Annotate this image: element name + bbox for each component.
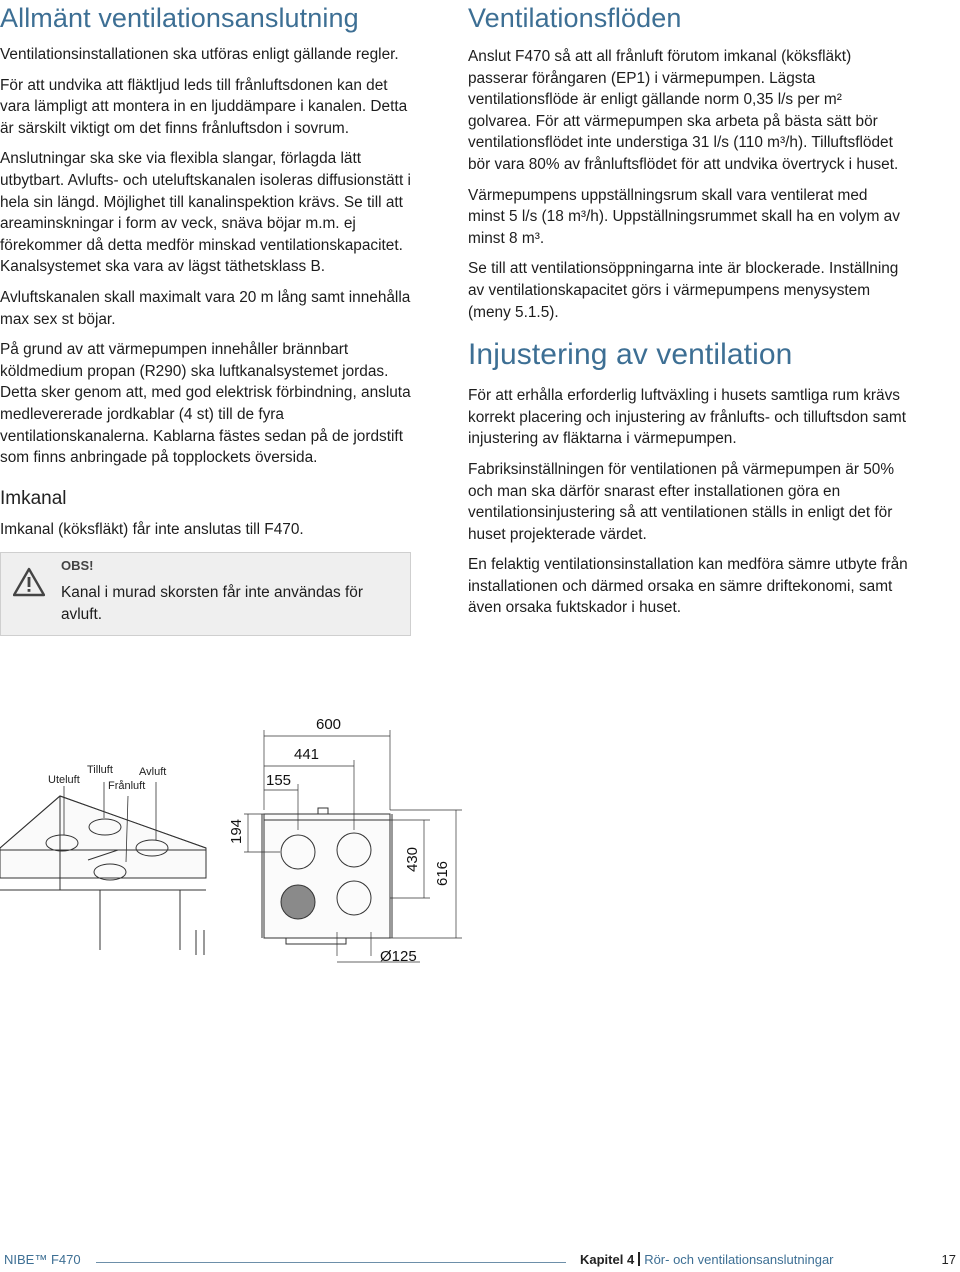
unit-drawing [0, 700, 960, 990]
paragraph: Anslut F470 så att all frånluft förutom imkanal (köksfläkt) passerar förångaren (EP1) i värmepumpen. Lägsta ventilationsflöde är enligt gällande norm 0,35 l/s per m² golvarea. För att värmepumpen ska arbeta på bästa sätt bör ventilationsflödet inte understiga 31 l/s (110 m³/h). Tilluftsflödet bör vara 80% av frånluftsflödet för att undvika övertryck i huset. [468, 48, 899, 173]
page-footer [0, 1248, 960, 1272]
section-title-ventilation-flows: Ventilationsflöden [468, 3, 682, 33]
dimension-155: 155 [266, 772, 292, 789]
dimension-diameter-125: Ø125 [380, 948, 417, 965]
footer-divider [96, 1262, 566, 1263]
dimension-600: 600 [316, 716, 342, 733]
obs-notice-box [0, 552, 411, 636]
unit-perspective [0, 796, 206, 955]
paragraph: Se till att ventilationsöppningarna inte är blockerade. Inställning av ventilationskapacitet görs i värmepumpens menysystem (meny 5.1.5). [468, 260, 899, 321]
paragraph: Fabriksinställningen för ventilationen på värmepumpen är 50% och man ska därför snarast efter installationen göra en ventilationsinjustering så att ventilationen ställs in enligt det för huset projekterade värdet. [468, 460, 895, 543]
dimension-441: 441 [294, 746, 320, 763]
label-tilluft: Tilluft [87, 764, 113, 776]
paragraph: Imkanal (köksfläkt) får inte anslutas till F470. [0, 520, 304, 538]
label-uteluft: Uteluft [48, 774, 80, 786]
paragraph: För att erhålla erforderlig luftväxling i husets samtliga rum krävs korrekt placering och injustering av frånlufts- och tilluftsdon samt injustering av fläktarna i värmepumpen. [468, 387, 906, 448]
paragraph: Avluftskanalen skall maximalt vara 20 m lång samt innehålla max sex st böjar. [0, 288, 411, 328]
warning-triangle-icon [13, 567, 45, 597]
chapter-number: Kapitel 4 [580, 1252, 635, 1267]
page-number: 17 [941, 1252, 956, 1267]
subheading-imkanal: Imkanal [0, 487, 67, 509]
paragraph: För att undvika att fläktljud leds till frånluftsdonen kan det vara lämpligt att montera in en ljuddämpare i kanalen. Detta är särskilt viktigt om det finns frånluftsdon i sovrum. [0, 76, 408, 137]
label-franluft: Frånluft [108, 780, 146, 792]
paragraph: Ventilationsinstallationen ska utföras enligt gällande regler. [0, 46, 399, 63]
footer-brand: NIBE™ F470 [4, 1252, 81, 1267]
left-column [0, 0, 413, 636]
section-title-adjustment: Injustering av ventilation [468, 338, 793, 372]
section-title-ventilation-connection: Allmänt ventilationsanslutning [0, 3, 359, 33]
paragraph: På grund av att värmepumpen innehåller brännbart köldmedium propan (R290) ska luftkanalsystemet jordas. Detta sker genom att, med god elektrisk förbindning, ansluta medlevererade jordkablar (4 st) till de fyra ventilationskanalerna. Kablarna fästes sedan på de jordstift som finns anbringade på topplockets översida. [0, 341, 411, 467]
chapter-title: Rör- och ventilationsanslutningar [644, 1252, 834, 1267]
label-avluft: Avluft [139, 766, 167, 778]
paragraph: Värmepumpens uppställningsrum skall vara ventilerat med minst 5 l/s (18 m³/h). Uppställningsrummet skall ha en volym av minst 8 m³. [468, 186, 900, 247]
right-column [468, 0, 908, 628]
paragraph: En felaktig ventilationsinstallation kan medföra sämre utbyte från installationen och därmed orsaka en sämre driftekonomi, samt även orsaka fuktskador i huset. [468, 556, 908, 617]
obs-title: OBS! [61, 558, 94, 574]
dimension-194: 194 [228, 818, 245, 844]
dimension-616: 616 [434, 860, 451, 886]
obs-text: Kanal i murad skorsten får inte användas för avluft. [61, 584, 363, 623]
dimension-430: 430 [404, 846, 421, 872]
dimension-diagram [0, 700, 960, 990]
unit-top-view [262, 808, 392, 944]
footer-chapter [580, 1252, 834, 1267]
chapter-separator [638, 1252, 640, 1266]
paragraph: Anslutningar ska ske via flexibla slangar, förlagda lätt utbytbart. Avlufts- och uteluftskanalen isoleras diffusionstätt i hela sin längd. Möjlighet till kanalinspektion krävs. Se till att areaminskningar i form av veck, snäva böjar m.m. ej förekommer då detta medför minskad ventilationskapacitet. Kanalsystemet ska vara av lägst täthetsklass B. [0, 150, 411, 276]
